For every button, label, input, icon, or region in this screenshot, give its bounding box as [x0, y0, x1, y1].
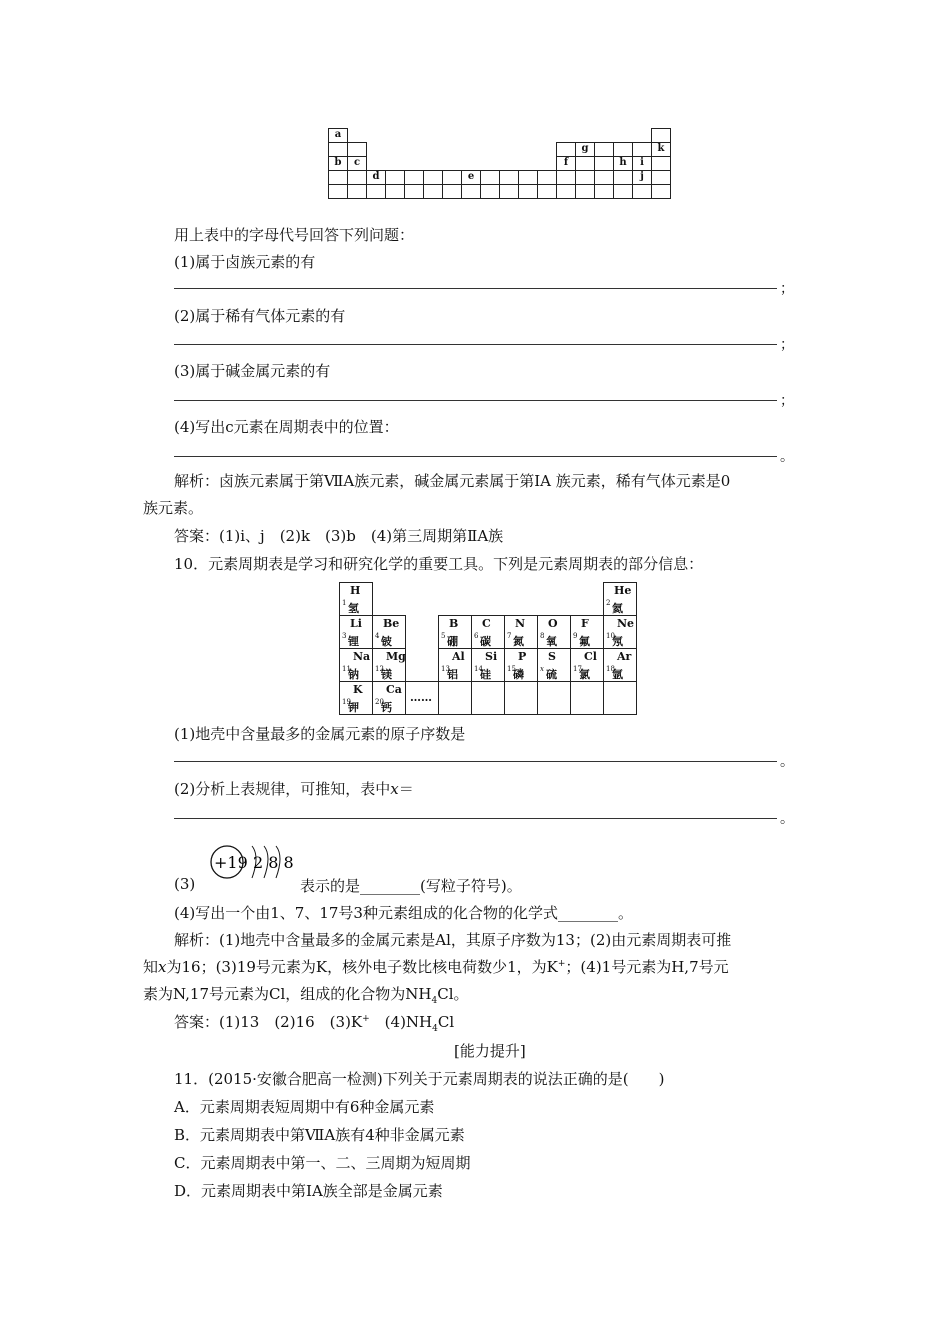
semicolon: ；: [780, 393, 794, 409]
table-cell: [443, 129, 462, 143]
element-symbol: K: [353, 683, 363, 696]
atomic-number: 2: [606, 599, 611, 607]
element-cell-be: [373, 616, 406, 649]
table-cell: a: [329, 129, 348, 143]
element-name: 碳: [480, 635, 491, 648]
table-cell: [595, 171, 614, 185]
element-symbol: Be: [383, 617, 400, 630]
q9-part2: (2)属于稀有气体元素的有: [174, 307, 346, 325]
table-cell: [652, 171, 671, 185]
element-name: 锂: [348, 635, 359, 648]
element-name: 镁: [381, 668, 392, 681]
table-cell: [538, 129, 557, 143]
element-name: 氮: [513, 635, 524, 648]
table-cell: [576, 171, 595, 185]
atomic-number: 8: [540, 632, 545, 640]
option-a: A．元素周期表短周期中有6种金属元素: [174, 1098, 435, 1116]
table-cell: d: [367, 171, 386, 185]
table-cell: [329, 171, 348, 185]
option-b: B．元素周期表中第ⅦA族有4种非金属元素: [174, 1126, 465, 1144]
table-cell: [405, 143, 424, 157]
q10-answer: 答案：(1)13 (2)16 (3)K+ $(4)NH_4Cl$: [174, 1013, 455, 1034]
table-cell: i: [633, 157, 652, 171]
table-cell: c: [348, 157, 367, 171]
atomic-number: 14: [474, 665, 483, 673]
table-cell: [386, 157, 405, 171]
atomic-number: 12: [375, 665, 384, 673]
q10-part3-label: (3): [174, 875, 196, 893]
periodic-table-sketch: [328, 128, 671, 199]
table-cell: [367, 129, 386, 143]
answer-blank: [174, 344, 777, 345]
table-cell: [386, 129, 405, 143]
empty-cell: [439, 583, 472, 616]
table-cell: [481, 157, 500, 171]
table-cell: [424, 143, 443, 157]
table-cell: [614, 143, 633, 157]
element-cell-na: [340, 649, 373, 682]
atomic-number: 17: [573, 665, 582, 673]
section-heading: [能力提升]: [454, 1042, 526, 1060]
q9-part4: (4)写出c元素在周期表中的位置：: [174, 418, 399, 436]
table-cell: [500, 143, 519, 157]
element-symbol: O: [548, 617, 558, 630]
empty-cell: [406, 583, 439, 616]
element-name: 氦: [612, 602, 623, 615]
table-cell: [424, 185, 443, 199]
element-cell-mg: [373, 649, 406, 682]
atom-structure-diagram: [205, 838, 300, 890]
element-name: 铝: [447, 668, 458, 681]
ellipsis-cell: [406, 682, 439, 715]
table-cell: [405, 129, 424, 143]
table-cell: [595, 143, 614, 157]
table-cell: [614, 185, 633, 199]
element-cell-al: [439, 649, 472, 682]
table-cell: [481, 143, 500, 157]
q10-analysis-cont2: 素为N,17号元素为Cl，组成的化合物为$NH_4Cl$。: [143, 985, 469, 1006]
blank-cell: [538, 682, 571, 715]
table-cell: [576, 129, 595, 143]
table-cell: [595, 157, 614, 171]
q10-part2: (2)分析上表规律，可推知，表中x＝: [174, 780, 414, 798]
element-name: 氢: [348, 602, 359, 615]
element-name: 硫: [546, 668, 557, 681]
element-name: 氩: [612, 668, 623, 681]
table-cell: [424, 157, 443, 171]
table-cell: [614, 129, 633, 143]
element-name: 钾: [348, 701, 359, 714]
table-cell: [538, 185, 557, 199]
q10-analysis: 解析：(1)地壳中含量最多的金属元素是Al，其原子序数为13；(2)由元素周期表可推: [174, 931, 732, 949]
table-cell: [481, 171, 500, 185]
nucleus-charge: +19: [214, 853, 248, 872]
element-cell-n: [505, 616, 538, 649]
atomic-number: 9: [573, 632, 578, 640]
option-d: D．元素周期表中第ⅠA族全部是金属元素: [174, 1182, 443, 1200]
q9-part1: (1)属于卤族元素的有: [174, 253, 316, 271]
semicolon: ；: [780, 337, 794, 353]
element-cell-k: [340, 682, 373, 715]
q10-part3-text: 表示的是________(写粒子符号)。: [300, 877, 522, 895]
element-name: 钠: [348, 668, 359, 681]
element-symbol: Na: [353, 650, 371, 663]
table-cell: [652, 157, 671, 171]
element-cell-b: [439, 616, 472, 649]
element-cell-he: [604, 583, 637, 616]
table-cell: [424, 129, 443, 143]
table-cell: [652, 185, 671, 199]
empty-cell: [538, 583, 571, 616]
atomic-number: 7: [507, 632, 512, 640]
table-cell: [348, 143, 367, 157]
table-cell: f: [557, 157, 576, 171]
element-cell-cl: [571, 649, 604, 682]
table-cell: [538, 143, 557, 157]
q10-stem: 10．元素周期表是学习和研究化学的重要工具。下列是元素周期表的部分信息：: [174, 555, 704, 573]
ellipsis: ……: [410, 691, 432, 704]
element-name: 硅: [480, 668, 491, 681]
q10-analysis-cont: 知x为16；(3)19号元素为K，核外电子数比核电荷数少1，为K+；(4)1号元素为H,7号元: [143, 958, 729, 976]
option-c: C．元素周期表中第一、二、三周期为短周期: [174, 1154, 471, 1172]
element-symbol: P: [518, 650, 527, 663]
element-symbol: N: [515, 617, 526, 630]
table-cell: [481, 129, 500, 143]
element-symbol: Li: [350, 617, 362, 630]
element-cell-li: [340, 616, 373, 649]
element-symbol: S: [548, 650, 556, 663]
empty-cell: [406, 616, 439, 649]
answer-blank: [174, 400, 777, 401]
semicolon: ；: [780, 281, 794, 297]
atomic-number: 1: [342, 599, 347, 607]
table-cell: [557, 129, 576, 143]
element-cell-f: [571, 616, 604, 649]
element-symbol: Ca: [386, 683, 402, 696]
table-cell: [405, 171, 424, 185]
table-cell: [329, 185, 348, 199]
table-cell: b: [329, 157, 348, 171]
element-name: 硼: [447, 635, 458, 648]
atomic-number: 20: [375, 698, 384, 706]
table-cell: j: [633, 171, 652, 185]
atomic-number: 5: [441, 632, 446, 640]
table-cell: [462, 185, 481, 199]
blank-cell: [472, 682, 505, 715]
table-cell: [443, 143, 462, 157]
table-cell: [386, 171, 405, 185]
answer-blank: [174, 288, 777, 289]
table-cell: [557, 171, 576, 185]
q10-part1: (1)地壳中含量最多的金属元素的原子序数是: [174, 725, 466, 743]
table-cell: [576, 157, 595, 171]
table-cell: [633, 185, 652, 199]
table-cell: [462, 157, 481, 171]
table-cell: [443, 185, 462, 199]
table-cell: [443, 157, 462, 171]
element-symbol: Ne: [617, 617, 635, 630]
answer-blank: [174, 456, 777, 457]
table-cell: [595, 129, 614, 143]
atomic-number: 6: [474, 632, 479, 640]
table-cell: [329, 143, 348, 157]
q10-part4: (4)写出一个由1、7、17号3种元素组成的化合物的化学式________。: [174, 904, 633, 922]
atomic-number: 15: [507, 665, 516, 673]
atomic-number: x: [540, 665, 544, 673]
table-cell: [576, 185, 595, 199]
element-name: 氯: [579, 668, 590, 681]
element-name: 氖: [612, 635, 623, 648]
answer-blank: [174, 761, 777, 762]
element-cell-si: [472, 649, 505, 682]
table-cell: [367, 157, 386, 171]
element-cell-s: [538, 649, 571, 682]
element-name: 氧: [546, 635, 557, 648]
element-symbol: Mg: [386, 650, 406, 663]
blank-cell: [505, 682, 538, 715]
table-cell: [405, 157, 424, 171]
table-cell: [367, 143, 386, 157]
blank-cell: [604, 682, 637, 715]
element-symbol: C: [482, 617, 491, 630]
q9-part3: (3)属于碱金属元素的有: [174, 362, 331, 380]
element-cell-p: [505, 649, 538, 682]
q9-analysis: 解析：卤族元素属于第ⅦA族元素，碱金属元素属于第ⅠA 族元素，稀有气体元素是0: [174, 472, 731, 490]
table-cell: [481, 185, 500, 199]
element-cell-ne: [604, 616, 637, 649]
atomic-number: 13: [441, 665, 450, 673]
empty-cell: [373, 583, 406, 616]
table-cell: [462, 129, 481, 143]
table-cell: [633, 129, 652, 143]
q9-answer: 答案：(1)i、j (2)k (3)b (4)第三周期第ⅡA族: [174, 527, 504, 545]
table-cell: [348, 171, 367, 185]
atomic-number: 3: [342, 632, 347, 640]
blank-cell: [439, 682, 472, 715]
empty-cell: [472, 583, 505, 616]
blank-cell: [571, 682, 604, 715]
element-symbol: Si: [485, 650, 498, 663]
element-name: 铍: [381, 635, 392, 648]
table-cell: [519, 185, 538, 199]
table-cell: [557, 185, 576, 199]
element-cell-ca: [373, 682, 406, 715]
element-cell-c: [472, 616, 505, 649]
empty-cell: [406, 649, 439, 682]
table-cell: [500, 171, 519, 185]
table-cell: [500, 129, 519, 143]
element-symbol: H: [350, 584, 361, 597]
table-cell: [500, 157, 519, 171]
table-cell: [519, 143, 538, 157]
element-name: 磷: [513, 668, 524, 681]
atomic-number: 4: [375, 632, 380, 640]
table-cell: h: [614, 157, 633, 171]
element-symbol: Ar: [617, 650, 632, 663]
answer-blank: [174, 818, 777, 819]
element-symbol: B: [449, 617, 459, 630]
q9-intro: 用上表中的字母代号回答下列问题：: [174, 226, 415, 244]
table-cell: [348, 129, 367, 143]
atomic-number: 19: [342, 698, 351, 706]
table-cell: [519, 129, 538, 143]
q9-analysis-cont: 族元素。: [143, 499, 204, 517]
periodic-table-excerpt: [339, 582, 637, 715]
table-cell: g: [576, 143, 595, 157]
period: 。: [780, 449, 794, 465]
element-name: 钙: [381, 701, 392, 714]
shell-electrons: 2 8 8: [253, 853, 294, 872]
element-cell-o: [538, 616, 571, 649]
table-cell: [443, 171, 462, 185]
table-cell: [538, 171, 557, 185]
atomic-number: 11: [342, 665, 351, 673]
period: 。: [780, 754, 794, 770]
element-symbol: Cl: [584, 650, 597, 663]
table-cell: [633, 143, 652, 157]
table-cell: [462, 143, 481, 157]
table-cell: [405, 185, 424, 199]
element-cell-h: [340, 583, 373, 616]
table-cell: [424, 171, 443, 185]
table-cell: [367, 185, 386, 199]
atomic-number: 18: [606, 665, 615, 673]
q11-stem: 11．(2015·安徽合肥高一检测)下列关于元素周期表的说法正确的是( ): [174, 1070, 665, 1088]
table-cell: e: [462, 171, 481, 185]
table-cell: [614, 171, 633, 185]
element-symbol: F: [581, 617, 589, 630]
atomic-number: 10: [606, 632, 615, 640]
table-cell: [538, 157, 557, 171]
element-symbol: Al: [452, 650, 465, 663]
table-cell: [557, 143, 576, 157]
empty-cell: [571, 583, 604, 616]
table-cell: [519, 157, 538, 171]
table-cell: [595, 185, 614, 199]
empty-cell: [505, 583, 538, 616]
table-cell: k: [652, 143, 671, 157]
table-cell: [652, 129, 671, 143]
table-cell: [386, 143, 405, 157]
table-cell: [500, 185, 519, 199]
table-cell: [386, 185, 405, 199]
element-cell-ar: [604, 649, 637, 682]
element-symbol: He: [614, 584, 632, 597]
period: 。: [780, 811, 794, 827]
table-cell: [348, 185, 367, 199]
table-cell: [519, 171, 538, 185]
element-name: 氟: [579, 635, 590, 648]
